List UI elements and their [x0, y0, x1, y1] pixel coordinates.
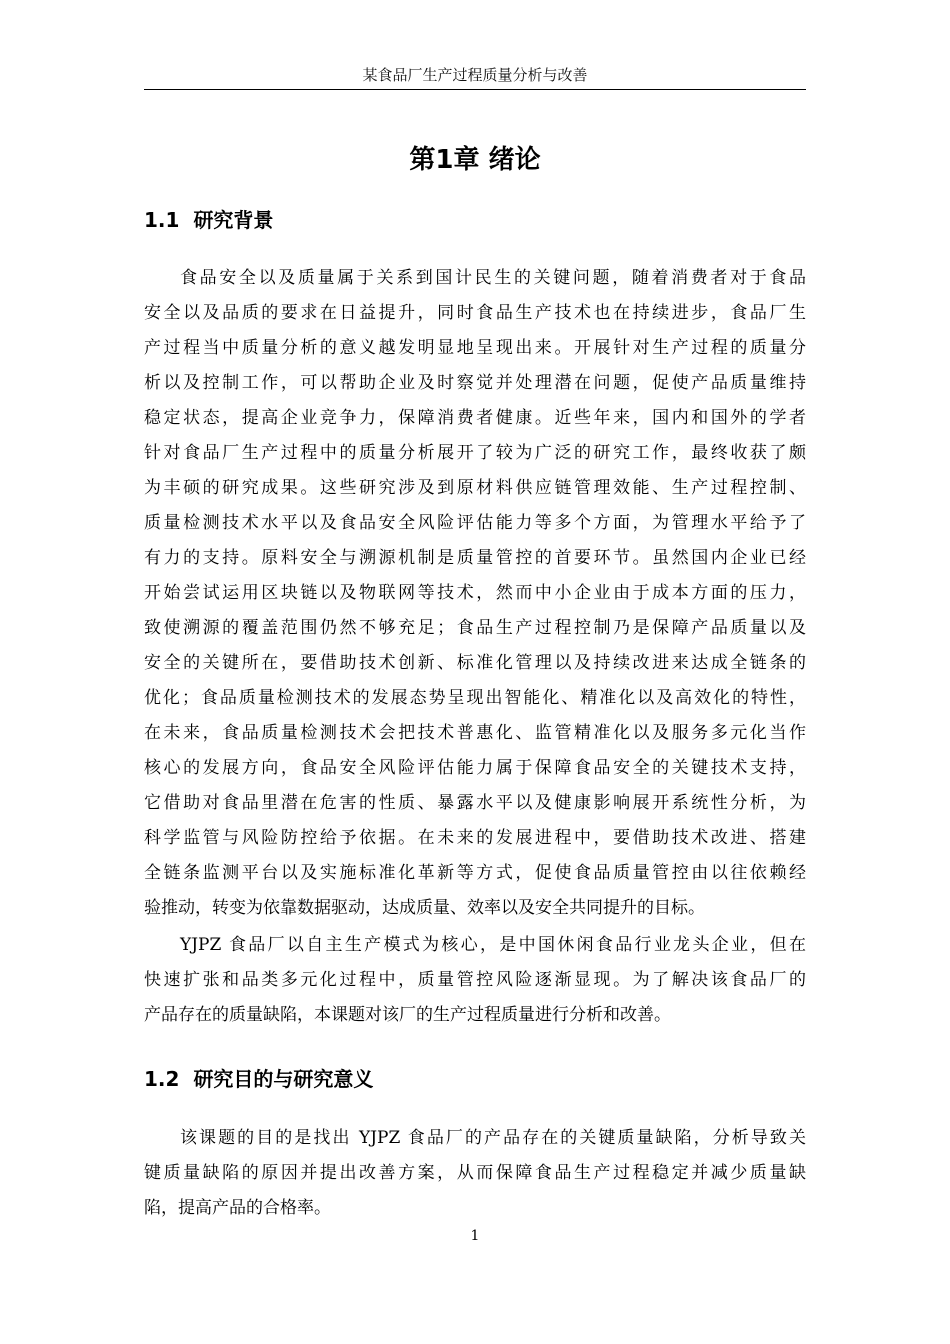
section-heading-1-2: [144, 1064, 373, 1094]
paragraph-line: 开始尝试运用区块链以及物联网等技术，然而中小企业由于成本方面的压力，: [144, 583, 806, 603]
paragraph-line: 全链条监测平台以及实施标准化革新等方式，促使食品质量管控由以往依赖经: [144, 863, 806, 883]
paragraph-line: 安全以及品质的要求在日益提升，同时食品生产技术也在持续进步，食品厂生: [144, 303, 806, 323]
paragraph-line: 键质量缺陷的原因并提出改善方案，从而保障食品生产过程稳定并减少质量缺: [144, 1163, 806, 1183]
paragraph-line: 有力的支持。原料安全与溯源机制是质量管控的首要环节。虽然国内企业已经: [144, 548, 806, 568]
paragraph-line: 验推动，转变为依靠数据驱动，达成质量、效率以及安全共同提升的目标。: [144, 898, 705, 918]
paragraph-line: 致使溯源的覆盖范围仍然不够充足；食品生产过程控制乃是保障产品质量以及: [144, 618, 806, 638]
paragraph-line: 优化；食品质量检测技术的发展态势呈现出智能化、精准化以及高效化的特性，: [144, 688, 806, 708]
paragraph-line: 核心的发展方向，食品安全风险评估能力属于保障食品安全的关键技术支持，: [144, 758, 806, 778]
paragraph-line: 科学监管与风险防控给予依据。在未来的发展进程中，要借助技术改进、搭建: [144, 828, 806, 848]
section-title: 研究目的与研究意义: [193, 1067, 374, 1091]
paragraph-line: 析以及控制工作，可以帮助企业及时察觉并处理潜在问题，促使产品质量维持: [144, 373, 806, 393]
paragraph-line: 产品存在的质量缺陷，本课题对该厂的生产过程质量进行分析和改善。: [144, 1005, 671, 1025]
paragraph-line: 为丰硕的研究成果。这些研究涉及到原材料供应链管理效能、生产过程控制、: [144, 478, 806, 498]
paragraph-line: 该课题的目的是找出 YJPZ 食品厂的产品存在的关键质量缺陷，分析导致关: [180, 1128, 806, 1148]
paragraph-line: 它借助对食品里潜在危害的性质、暴露水平以及健康影响展开系统性分析，为: [144, 793, 806, 813]
section-heading-1-1: [144, 205, 273, 235]
header-rule: [144, 89, 806, 90]
page-number: 1: [470, 1228, 480, 1244]
section-number: 1.1: [144, 208, 180, 232]
paragraph-line: 安全的关键所在，要借助技术创新、标准化管理以及持续改进来达成全链条的: [144, 653, 806, 673]
paragraph-line: 质量检测技术水平以及食品安全风险评估能力等多个方面，为管理水平给予了: [144, 513, 806, 533]
running-header: 某食品厂生产过程质量分析与改善: [362, 66, 588, 84]
paragraph-line: 产过程当中质量分析的意义越发明显地呈现出来。开展针对生产过程的质量分: [144, 338, 806, 358]
paragraph-line: 在未来，食品质量检测技术会把技术普惠化、监管精准化以及服务多元化当作: [144, 723, 806, 743]
section-title: 研究背景: [193, 208, 274, 232]
paragraph-line: 陷，提高产品的合格率。: [144, 1198, 331, 1218]
paragraph-line: 食品安全以及质量属于关系到国计民生的关键问题，随着消费者对于食品: [180, 268, 806, 288]
paragraph-line: 稳定状态，提高企业竞争力，保障消费者健康。近些年来，国内和国外的学者: [144, 408, 806, 428]
paragraph-line: 快速扩张和品类多元化过程中，质量管控风险逐渐显现。为了解决该食品厂的: [144, 970, 806, 990]
section-number: 1.2: [144, 1067, 180, 1091]
paragraph-line: YJPZ 食品厂以自主生产模式为核心，是中国休闲食品行业龙头企业，但在: [180, 935, 806, 955]
chapter-title: 第1章 绪论: [409, 145, 541, 175]
paragraph-line: 针对食品厂生产过程中的质量分析展开了较为广泛的研究工作，最终收获了颇: [144, 443, 806, 463]
